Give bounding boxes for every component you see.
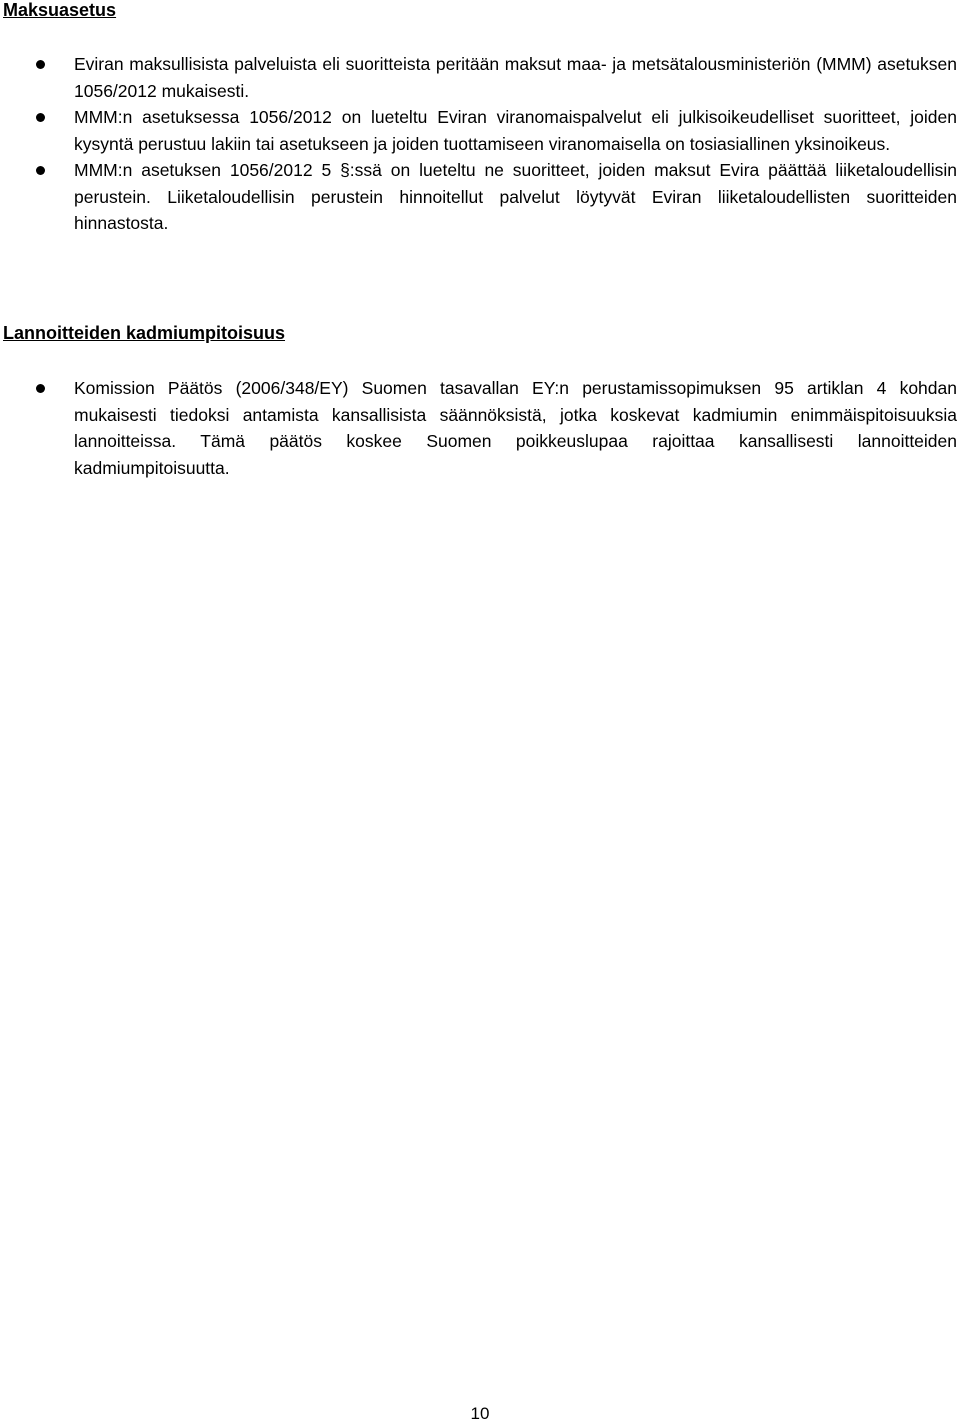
bullet-text: MMM:n asetuksen 1056/2012 5 §:ssä on lueteltu ne suoritteet, joiden maksut Evira päättää liiketaloudellisin perustein. Liiketaloudellisin perustein hinnoitellut palvelut löytyvät Eviran liiketaloudellisten suoritteiden hinnastosta. [74,160,957,233]
section-title-maksuasetus: Maksuasetus [3,0,117,20]
bullet-icon [36,384,45,393]
bullet-icon [36,60,45,69]
bullet-item [0,157,960,237]
section-title-lannoitteiden-kadmiumpitoisuus: Lannoitteiden kadmiumpitoisuus [3,323,286,343]
bullet-list-maksuasetus [0,51,960,237]
bullet-text: Komission Päätös (2006/348/EY) Suomen tasavallan EY:n perustamissopimuksen 95 artiklan 4 kohdan mukaisesti tiedoksi antamista kansallisista säännöksistä, jotka koskevat kadmiumin enimmäispitoisuuksia lannoitteissa. Tämä päätös koskee Suomen poikkeuslupaa rajoittaa kansallisesti lannoitteiden kadmiumpitoisuutta. [74,378,957,478]
bullet-text: Eviran maksullisista palveluista eli suoritteista peritään maksut maa- ja metsätalousministeriön (MMM) asetuksen 1056/2012 mukaisesti. [74,54,957,101]
bullet-list-kadmiumpitoisuus [0,375,960,481]
bullet-icon [36,113,45,122]
bullet-item [0,375,960,481]
bullet-text: MMM:n asetuksessa 1056/2012 on lueteltu Eviran viranomaispalvelut eli julkisoikeudelliset suoritteet, joiden kysyntä perustuu lakiin tai asetukseen ja joiden tuottamiseen viranomaisella on tosiasiallinen yksinoikeus. [74,107,957,154]
bullet-icon [36,166,45,175]
bullet-item [0,51,960,104]
page-number: 10 [470,1404,490,1423]
bullet-item [0,104,960,157]
